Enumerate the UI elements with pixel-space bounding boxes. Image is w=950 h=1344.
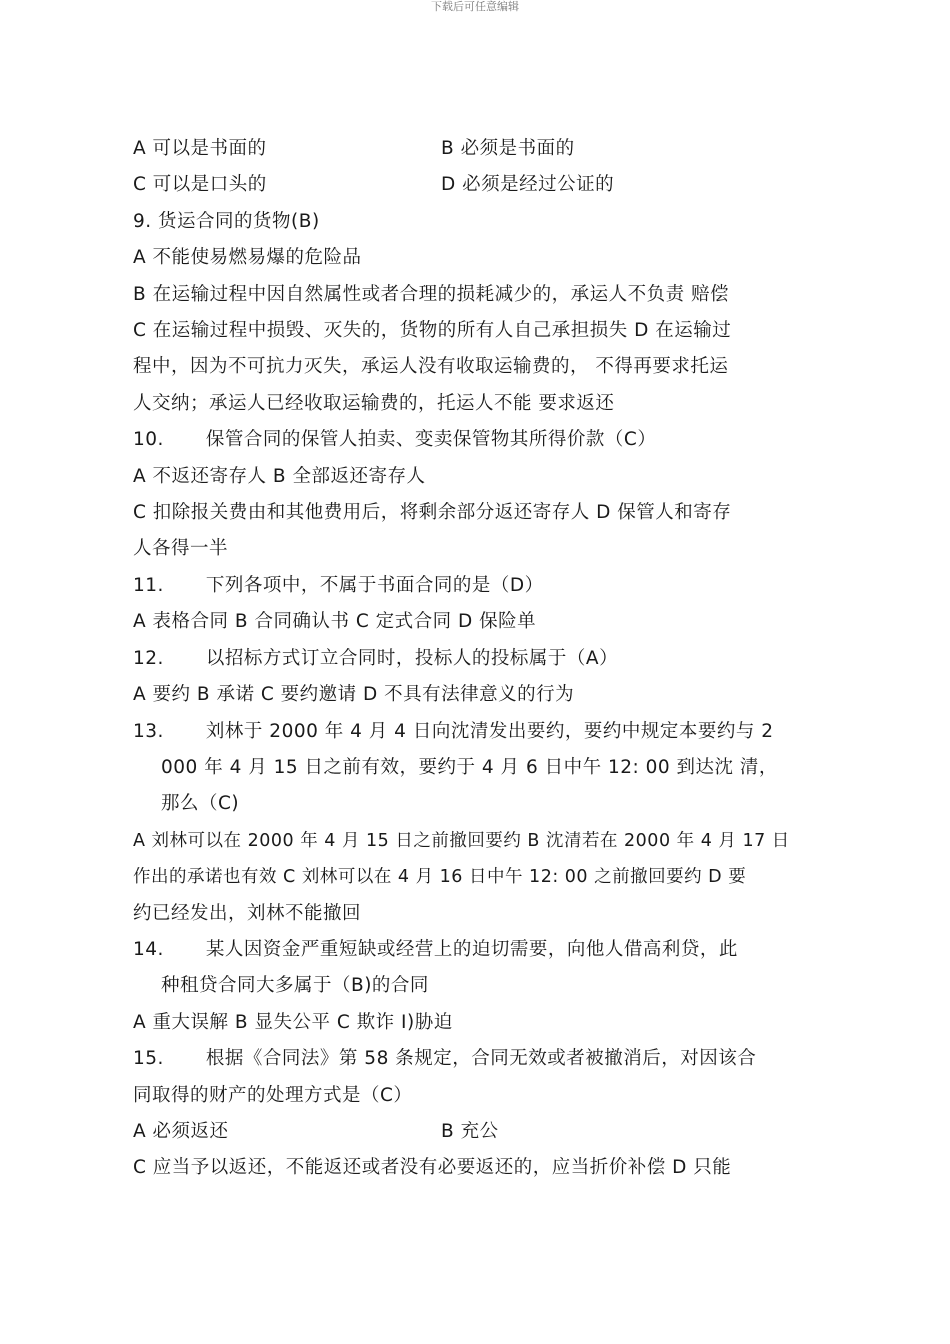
option-row	[133, 167, 823, 203]
text-line: A 要约 B 承诺 C 要约邀请 D 不具有法律意义的行为	[133, 684, 575, 706]
text-line: 人交纳；承运人已经收取运输费的，托运人不能 要求返还	[133, 392, 615, 414]
question-14	[133, 932, 823, 968]
option-a: A 可以是书面的	[133, 138, 267, 159]
question-text: 以招标方式订立合同时，投标人的投标属于（A）	[205, 647, 619, 669]
text-line: 000 年 4 月 15 日之前有效，要约于 4 月 6 日中午 12: 00 到达沈 清，	[161, 756, 778, 778]
text-line: 那么（C)	[161, 793, 240, 815]
option-row	[133, 131, 823, 167]
question-number: 14.	[133, 938, 164, 960]
text-line: 种租贷合同大多属于（B)的合同	[161, 975, 429, 997]
option-b: B 充公	[441, 1120, 499, 1142]
text-line: C 扣除报关费由和其他费用后，将剩余部分返还寄存人 D 保管人和寄存	[133, 502, 732, 524]
text-line: 人各得一半	[133, 538, 229, 560]
question-text: 根据《合同法》第 58 条规定，合同无效或者被撤消后，对因该合	[205, 1048, 757, 1070]
question-text: 某人因资金严重短缺或经营上的迫切需要，向他人借高利贷，此	[205, 938, 738, 960]
text-line: 程中，因为不可抗力灭失，承运人没有收取运输费的， 不得再要求托运	[133, 356, 729, 378]
question-text: 保管合同的保管人拍卖、变卖保管物其所得价款（C）	[205, 429, 657, 451]
document-body	[133, 131, 823, 1187]
question-11	[133, 568, 823, 604]
option-a: A 必须返还	[133, 1120, 229, 1142]
question-9: 9. 货运合同的货物(B)	[133, 210, 320, 232]
option-row	[133, 1114, 823, 1150]
question-15	[133, 1041, 823, 1077]
text-line: A 重大误解 B 显失公平 C 欺诈 I)胁迫	[133, 1011, 453, 1033]
option-d: D 必须是经过公证的	[441, 174, 615, 196]
question-13	[133, 714, 823, 750]
question-number: 13.	[133, 720, 164, 742]
question-number: 12.	[133, 647, 164, 669]
text-line: A 不能使易燃易爆的危险品	[133, 247, 362, 269]
text-line: A 刘林可以在 2000 年 4 月 15 日之前撤回要约 B 沈清若在 2000 年 4 月 17 日	[133, 830, 790, 851]
question-10	[133, 422, 823, 458]
page-header: 下载后可任意编辑	[431, 0, 519, 13]
option-b: B 必须是书面的	[441, 138, 575, 159]
text-line: 作出的承诺也有效 C 刘林可以在 4 月 16 日中午 12: 00 之前撤回要约 D 要	[133, 867, 747, 888]
option-c: C 可以是口头的	[133, 174, 267, 196]
question-number: 10.	[133, 429, 164, 451]
text-line: A 表格合同 B 合同确认书 C 定式合同 D 保险单	[133, 611, 537, 633]
question-text: 刘林于 2000 年 4 月 4 日向沈清发出要约，要约中规定本要约与 2	[205, 720, 774, 742]
question-text: 下列各项中，不属于书面合同的是（D）	[205, 574, 544, 596]
question-12	[133, 641, 823, 677]
text-line: 约已经发出，刘林不能撤回	[133, 902, 362, 924]
text-line: B 在运输过程中因自然属性或者合理的损耗减少的，承运人不负责 赔偿	[133, 283, 729, 305]
question-number: 11.	[133, 574, 164, 596]
text-line: C 应当予以返还，不能返还或者没有必要返还的，应当折价补偿 D 只能	[133, 1157, 732, 1179]
text-line: A 不返还寄存人 B 全部返还寄存人	[133, 465, 426, 487]
text-line: 同取得的财产的处理方式是（C）	[133, 1084, 413, 1106]
text-line: C 在运输过程中损毁、灭失的，货物的所有人自己承担损失 D 在运输过	[133, 320, 732, 342]
question-number: 15.	[133, 1048, 164, 1070]
